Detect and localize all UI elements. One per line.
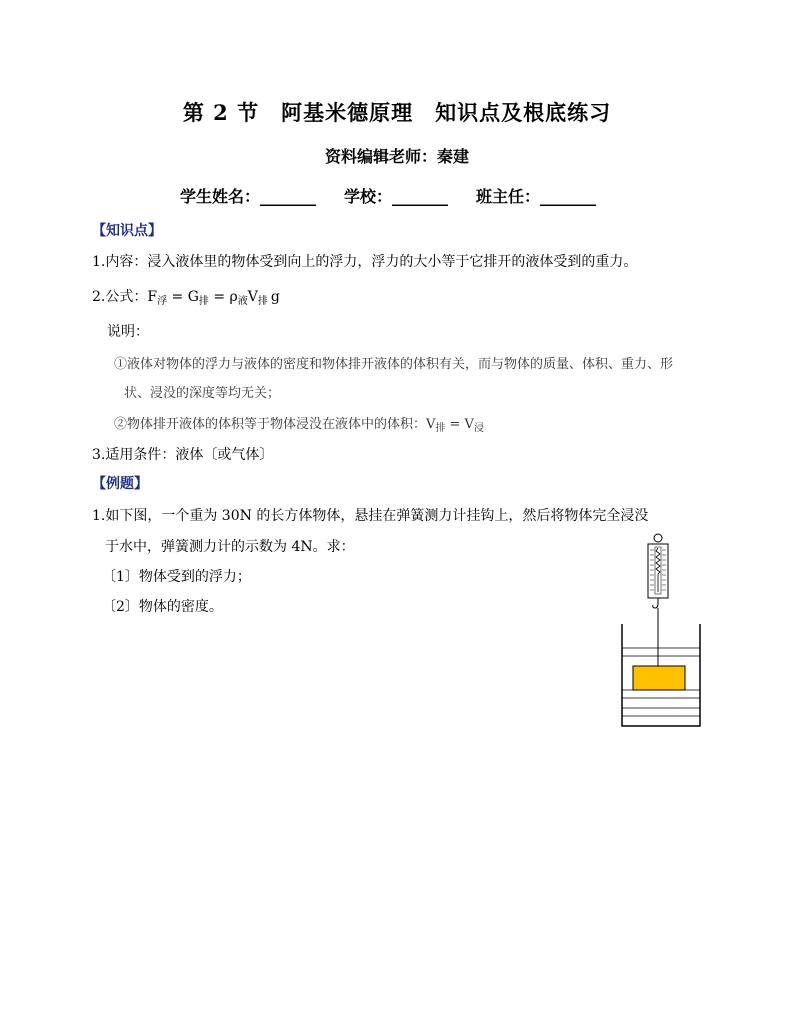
teacher-blank[interactable]: _______ (540, 187, 597, 206)
submerged-block (633, 666, 685, 690)
page-title: 第 2 节 阿基米德原理 知识点及根底练习 (182, 100, 612, 125)
knowledge-heading: 【知识点】 (92, 223, 162, 239)
hook (653, 598, 658, 608)
formula-label: 2.公式： (92, 289, 148, 305)
question-1-line-1: 1.如下图，一个重为 30N 的长方体物体，悬挂在弹簧测力计挂钩上，然后将物体完全浸没 (92, 508, 649, 524)
school-blank[interactable]: _______ (392, 187, 449, 206)
spring-scale-figure (612, 532, 708, 732)
name-label: 学生姓名： (180, 187, 261, 206)
student-info-line (180, 184, 596, 207)
examples-heading: 【例题】 (92, 476, 148, 492)
note-1-line-1: ①液体对物体的浮力与液体的密度和物体排开液体的体积有关，而与物体的质量、体积、重力、形 (114, 357, 674, 372)
teacher-label: 班主任： (476, 187, 541, 206)
question-1-sub-1: 〔1〕物体受到的浮力； (102, 569, 251, 585)
note-2: ②物体排开液体的体积等于物体浸没在液体中的体积：$V_排 = V_浸$ (114, 417, 484, 434)
formula: $F_浮 = G_排 = \rho_液V_排$ g (147, 289, 280, 307)
knowledge-item-1: 1.内容：浸入液体里的物体受到向上的浮力，浮力的大小等于它排开的液体受到的重力。 (92, 254, 638, 270)
knowledge-item-3: 3.适用条件：液体〔或气体〕 (92, 447, 274, 463)
school-label: 学校： (344, 187, 393, 206)
explain-label: 说明： (107, 324, 149, 340)
question-1-line-2: 于水中，弹簧测力计的示数为 4N。求： (105, 539, 355, 555)
name-blank[interactable]: _______ (260, 187, 317, 206)
top-ring (654, 534, 662, 542)
knowledge-item-2 (92, 286, 280, 307)
editor-line: 资料编辑老师：秦建 (324, 147, 469, 166)
question-1-sub-2: 〔2〕物体的密度。 (102, 599, 223, 615)
note-1-line-2: 状、浸没的深度等均无关； (124, 386, 281, 401)
